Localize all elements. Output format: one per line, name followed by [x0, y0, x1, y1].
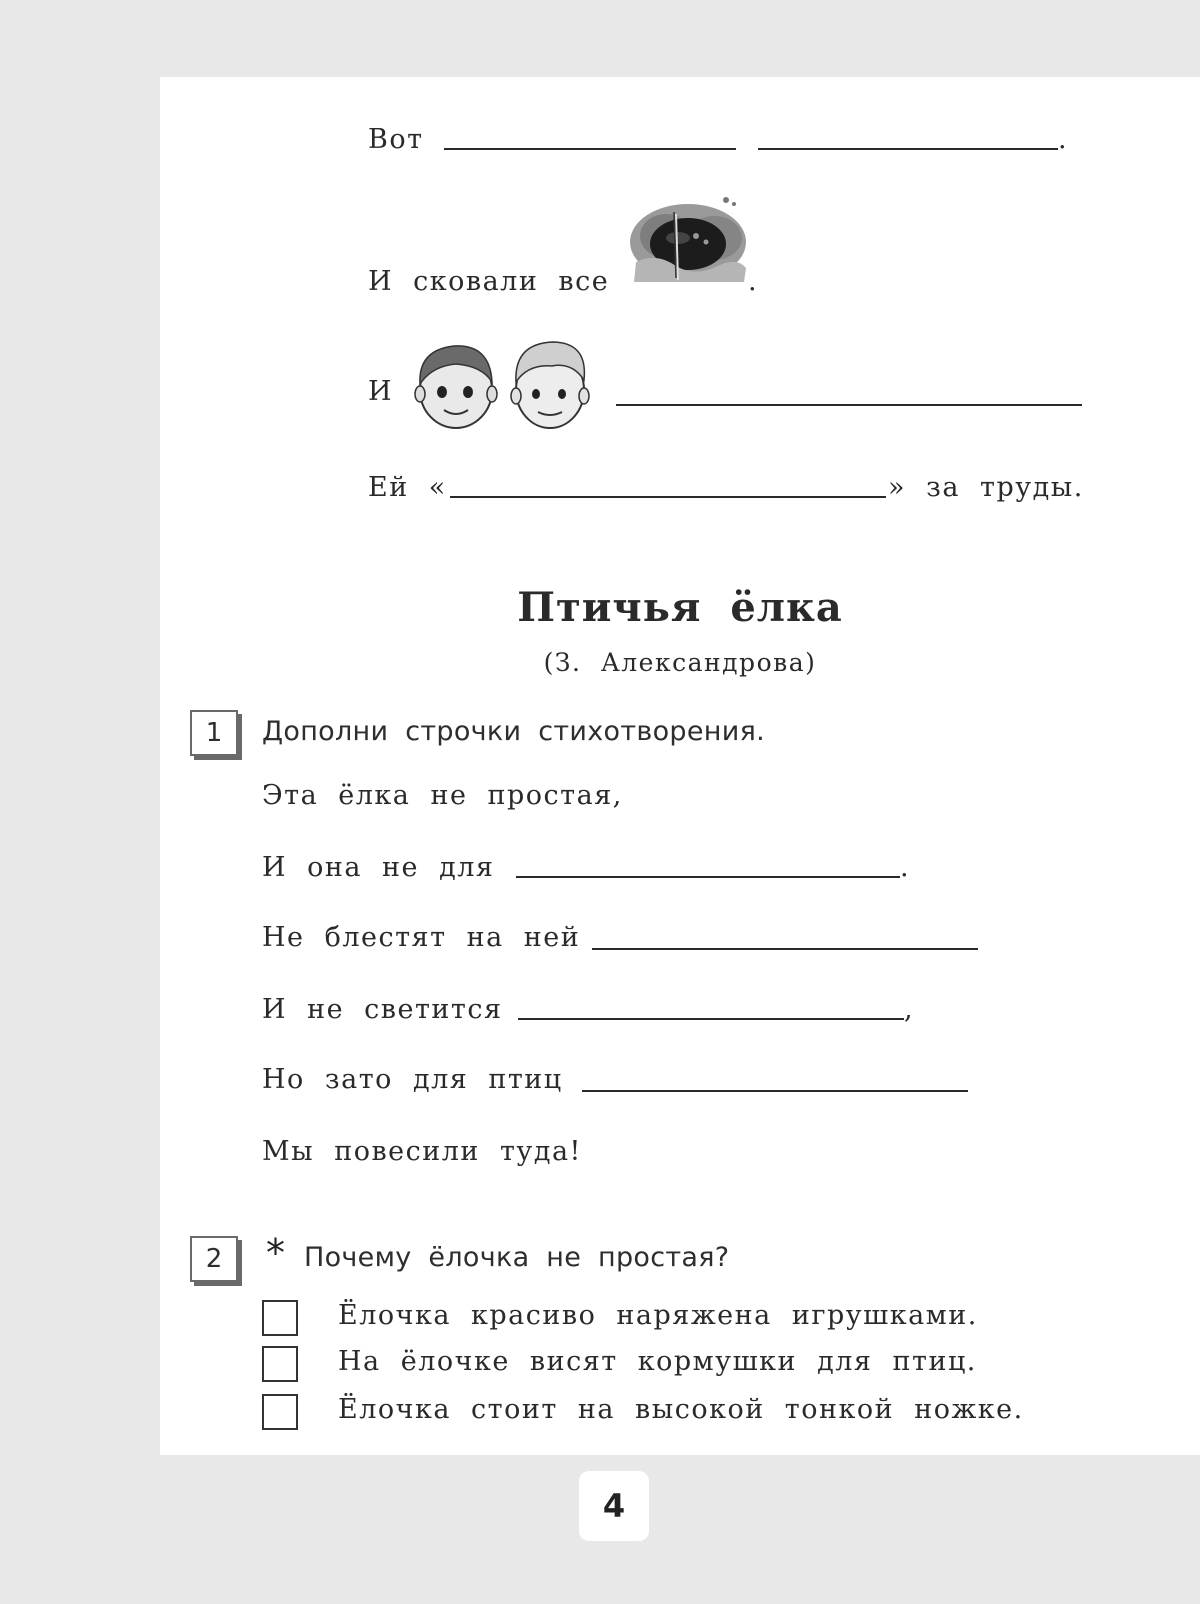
frozen-pond-picture-icon [626, 192, 750, 290]
task-1-line-4-start: И не светится [262, 994, 503, 1025]
answer-line[interactable] [450, 496, 886, 498]
task-1-line-6: Мы повесили туда! [262, 1136, 582, 1167]
poem-line-1-end: . [1058, 124, 1069, 155]
task-number-2: 2 [190, 1236, 238, 1282]
option-checkbox-3[interactable] [262, 1394, 298, 1430]
task-1-line-2-start: И она не для [262, 852, 495, 883]
page-number: 4 [579, 1471, 649, 1541]
answer-line[interactable] [758, 148, 1058, 150]
poem-line-1-start: Вот [368, 124, 424, 155]
section-title: Птичья ёлка [517, 584, 843, 631]
poem-line-2-end: . [748, 266, 759, 297]
answer-line[interactable] [518, 1018, 904, 1020]
poem-line-4-end: » за труды. [888, 472, 1084, 503]
option-checkbox-2[interactable] [262, 1346, 298, 1382]
option-label-2: На ёлочке висят кормушки для птиц. [338, 1346, 977, 1377]
task-2-question: Почему ёлочка не простая? [304, 1242, 730, 1273]
poem-line-4-start: Ей « [368, 472, 447, 503]
star-icon: * [266, 1231, 285, 1275]
option-label-1: Ёлочка красиво наряжена игрушками. [338, 1300, 978, 1331]
task-1-instruction: Дополни строчки стихотворения. [262, 716, 765, 747]
task-1-line-5-start: Но зато для птиц [262, 1064, 563, 1095]
task-1-line-2-end: . [900, 852, 911, 883]
task-1-line-4-end: , [904, 994, 915, 1025]
task-1-line-1: Эта ёлка не простая, [262, 780, 623, 811]
task-1-line-3-start: Не блестят на ней [262, 922, 581, 953]
answer-line[interactable] [516, 876, 900, 878]
poem-line-2-start: И сковали все [368, 266, 610, 297]
two-boys-faces-picture-icon [412, 336, 596, 436]
answer-line[interactable] [616, 404, 1082, 406]
task-number-1: 1 [190, 710, 238, 756]
option-label-3: Ёлочка стоит на высокой тонкой ножке. [338, 1394, 1024, 1425]
answer-line[interactable] [444, 148, 736, 150]
section-author: (З. Александрова) [543, 648, 817, 677]
answer-line[interactable] [592, 948, 978, 950]
poem-line-3-start: И [368, 376, 394, 407]
option-checkbox-1[interactable] [262, 1300, 298, 1336]
answer-line[interactable] [582, 1090, 968, 1092]
